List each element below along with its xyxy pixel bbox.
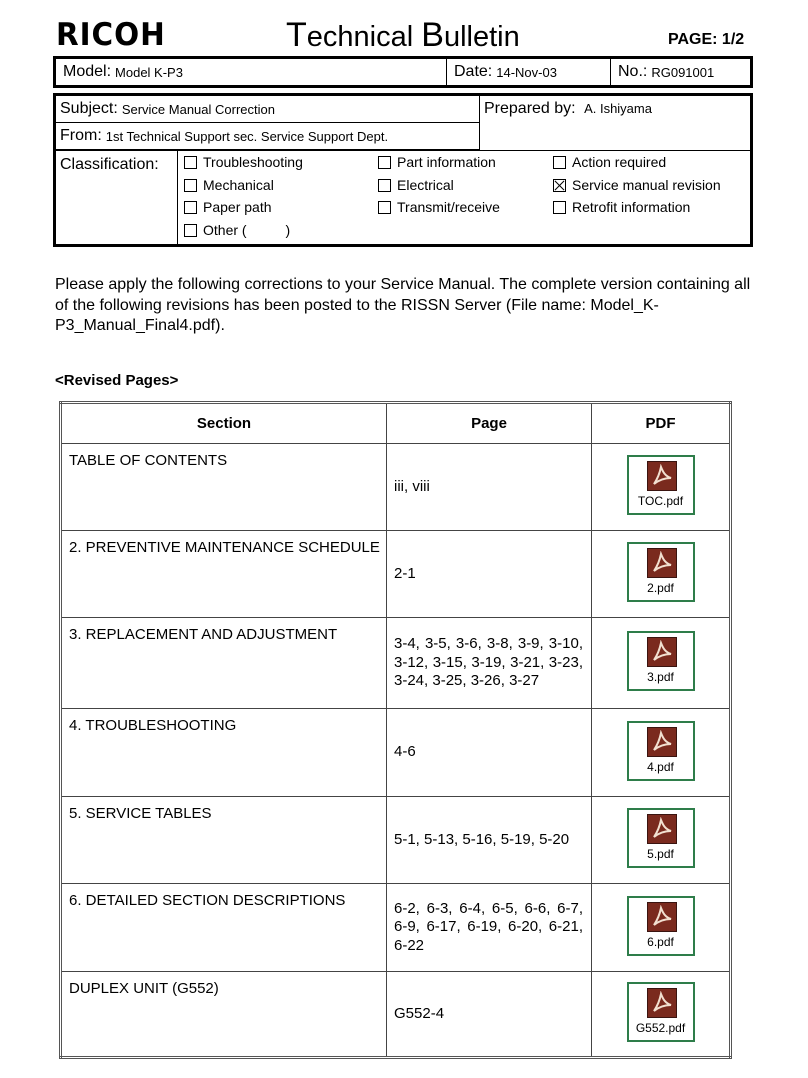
option-paper-path[interactable] xyxy=(184,199,272,215)
pdf-filename: 4.pdf xyxy=(647,759,674,774)
table-header-row xyxy=(61,403,731,444)
checkbox[interactable] xyxy=(184,156,197,169)
from-value: 1st Technical Support sec. Service Support Dept. xyxy=(105,128,389,144)
pdf-filename: 2.pdf xyxy=(647,581,674,595)
pdf-cell xyxy=(592,618,731,709)
checkbox[interactable] xyxy=(553,156,566,169)
pdf-cell xyxy=(592,797,731,884)
pdf-file-icon xyxy=(647,548,677,578)
pdf-cell xyxy=(592,972,731,1058)
option-transmit-receive[interactable] xyxy=(378,199,500,215)
pdf-attachment-link[interactable] xyxy=(627,631,695,691)
pages-cell: 2-1 xyxy=(387,531,592,618)
pages-cell: 6-2, 6-3, 6-4, 6-5, 6-6, 6-7, 6-9, 6-17, 6-19, 6-20, 6-21, 6-22 xyxy=(387,884,592,972)
pages-cell: iii, viii xyxy=(387,444,592,531)
checkbox-checked[interactable] xyxy=(553,179,566,192)
pdf-file-icon xyxy=(647,814,677,844)
pdf-attachment-link[interactable] xyxy=(627,455,695,515)
checkbox[interactable] xyxy=(553,201,566,214)
option-part-information[interactable] xyxy=(378,154,496,170)
option-label: Action required xyxy=(572,154,667,170)
pages-cell: 5-1, 5-13, 5-16, 5-19, 5-20 xyxy=(387,797,592,884)
intro-paragraph: Please apply the following corrections to your Service Manual. The complete version containing all of the following revisions has been posted to the RISSN Server (File name: Model_K-P3_Manual_Final4.pdf). xyxy=(55,276,751,334)
option-retrofit-information[interactable] xyxy=(553,199,690,215)
checkbox[interactable] xyxy=(184,224,197,237)
header-pdf: PDF xyxy=(592,403,731,444)
classification-label: Classification: xyxy=(60,156,159,173)
subject-cell xyxy=(56,96,480,123)
model-cell xyxy=(56,59,447,85)
model-label: Model: xyxy=(63,63,112,80)
pdf-cell xyxy=(592,884,731,972)
table-row xyxy=(61,972,731,1058)
title-initial-b: B xyxy=(421,16,444,54)
table-row xyxy=(61,444,731,531)
section-cell: 4. TROUBLESHOOTING xyxy=(61,709,387,797)
pages-cell: 3-4, 3-5, 3-6, 3-8, 3-9, 3-10, 3-12, 3-15, 3-19, 3-21, 3-23, 3-24, 3-25, 3-26, 3-27 xyxy=(387,618,592,709)
model-row xyxy=(53,56,753,88)
model-value: Model K-P3 xyxy=(115,64,183,80)
option-other[interactable] xyxy=(184,222,290,238)
header-section: Section xyxy=(61,403,387,444)
checkbox[interactable] xyxy=(378,179,391,192)
info-block xyxy=(53,93,753,247)
from-cell xyxy=(56,123,480,150)
pdf-filename: TOC.pdf xyxy=(637,494,684,508)
option-label: Other ( ) xyxy=(203,222,291,238)
page-number: PAGE: 1/2 xyxy=(668,31,745,48)
option-label: Mechanical xyxy=(203,177,274,193)
pdf-attachment-link[interactable] xyxy=(627,542,695,602)
table-row xyxy=(61,797,731,884)
pdf-file-icon xyxy=(647,902,677,932)
checkbox[interactable] xyxy=(184,201,197,214)
pdf-attachment-link[interactable] xyxy=(627,808,695,868)
subject-label: Subject: xyxy=(60,100,118,117)
table-row xyxy=(61,531,731,618)
section-cell: TABLE OF CONTENTS xyxy=(61,444,387,531)
pdf-attachment-link[interactable] xyxy=(627,982,695,1042)
prepared-value: A. Ishiyama xyxy=(584,101,652,116)
option-label: Troubleshooting xyxy=(203,154,303,170)
ricoh-logo: RICOH xyxy=(56,17,166,53)
table-row xyxy=(61,618,731,709)
pdf-file-icon xyxy=(647,988,677,1018)
number-value: RG091001 xyxy=(651,64,715,80)
section-cell: 2. PREVENTIVE MAINTENANCE SCHEDULE xyxy=(61,531,387,618)
option-service-manual-revision[interactable] xyxy=(553,177,721,193)
classification-options xyxy=(177,151,750,245)
pdf-attachment-link[interactable] xyxy=(627,721,695,781)
pdf-file-icon xyxy=(647,727,677,757)
revised-pages-heading: <Revised Pages> xyxy=(55,372,179,389)
section-cell: 3. REPLACEMENT AND ADJUSTMENT xyxy=(61,618,387,709)
pdf-cell xyxy=(592,531,731,618)
pages-cell: 4-6 xyxy=(387,709,592,797)
checkbox[interactable] xyxy=(378,201,391,214)
pdf-cell xyxy=(592,709,731,797)
subject-value: Service Manual Correction xyxy=(121,101,275,117)
pdf-filename: 3.pdf xyxy=(647,670,674,684)
option-label: Electrical xyxy=(397,177,454,193)
option-troubleshooting[interactable] xyxy=(184,154,303,170)
checkbox[interactable] xyxy=(378,156,391,169)
title-technical-rest: echnical xyxy=(306,21,422,53)
option-label: Retrofit information xyxy=(572,199,691,215)
date-cell xyxy=(447,59,611,85)
number-label: No.: xyxy=(618,63,648,80)
pdf-filename: 5.pdf xyxy=(647,847,674,861)
table-row xyxy=(61,884,731,972)
pages-cell: G552-4 xyxy=(387,972,592,1058)
date-label: Date: xyxy=(454,63,493,80)
from-label: From: xyxy=(60,127,102,144)
number-cell xyxy=(611,59,750,85)
title-bulletin-rest: ulletin xyxy=(443,21,520,53)
option-electrical[interactable] xyxy=(378,177,454,193)
header-page: Page xyxy=(387,403,592,444)
table-row xyxy=(61,709,731,797)
option-action-required[interactable] xyxy=(553,154,666,170)
title-initial-t: T xyxy=(286,16,307,54)
prepared-cell xyxy=(480,96,750,150)
pdf-filename: 6.pdf xyxy=(647,934,674,949)
section-cell: 6. DETAILED SECTION DESCRIPTIONS xyxy=(61,884,387,972)
pdf-cell xyxy=(592,444,731,531)
option-label: Transmit/receive xyxy=(397,199,500,215)
page-title xyxy=(286,16,520,56)
checkbox[interactable] xyxy=(184,179,197,192)
option-label: Part information xyxy=(397,154,496,170)
date-value: 14-Nov-03 xyxy=(496,64,557,80)
option-mechanical[interactable] xyxy=(184,177,274,193)
pdf-filename: G552.pdf xyxy=(635,1021,686,1035)
pdf-file-icon xyxy=(647,637,677,667)
prepared-label: Prepared by: xyxy=(484,100,576,117)
pdf-attachment-link[interactable] xyxy=(627,896,695,956)
revised-pages-table xyxy=(59,401,732,1059)
section-cell: DUPLEX UNIT (G552) xyxy=(61,972,387,1058)
pdf-file-icon xyxy=(647,461,677,491)
option-label: Paper path xyxy=(203,199,272,215)
option-label: Service manual revision xyxy=(572,177,721,193)
section-cell: 5. SERVICE TABLES xyxy=(61,797,387,884)
classification-row xyxy=(56,150,750,244)
